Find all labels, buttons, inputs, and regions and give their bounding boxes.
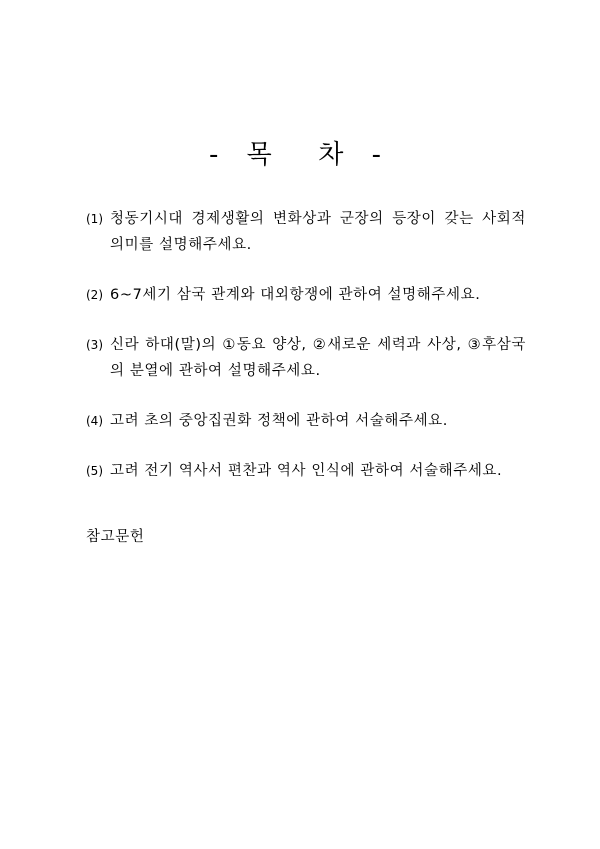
toc-item-number: (4) — [86, 414, 103, 428]
toc-item-number: (1) — [86, 212, 103, 226]
toc-item-text: 청동기시대 경제생활의 변화상과 군장의 등장이 갖는 사회적 의미를 설명해주세요. — [110, 211, 526, 253]
table-of-contents — [86, 206, 526, 508]
references-heading: 참고문헌 — [86, 529, 145, 545]
toc-item-text: 고려 전기 역사서 편찬과 역사 인식에 관하여 서술해주세요. — [110, 463, 503, 479]
toc-item-number: (3) — [86, 338, 103, 352]
toc-item-text: 신라 하대(말)의 ①동요 양상, ②새로운 세력과 사상, ③후삼국의 분열에 관하여 설명해주세요. — [110, 337, 526, 379]
toc-item-2 — [86, 282, 526, 308]
page-title: - 목 차 - — [208, 140, 392, 170]
toc-item-5 — [86, 458, 526, 484]
toc-item-text: 고려 초의 중앙집권화 정책에 관하여 서술해주세요. — [110, 413, 448, 429]
toc-item-number: (5) — [86, 464, 103, 478]
toc-item-3 — [86, 332, 526, 384]
toc-item-4 — [86, 408, 526, 434]
toc-item-text: 6~7세기 삼국 관계와 대외항쟁에 관하여 설명해주세요. — [110, 287, 481, 303]
toc-item-1 — [86, 206, 526, 258]
toc-item-number: (2) — [86, 288, 103, 302]
